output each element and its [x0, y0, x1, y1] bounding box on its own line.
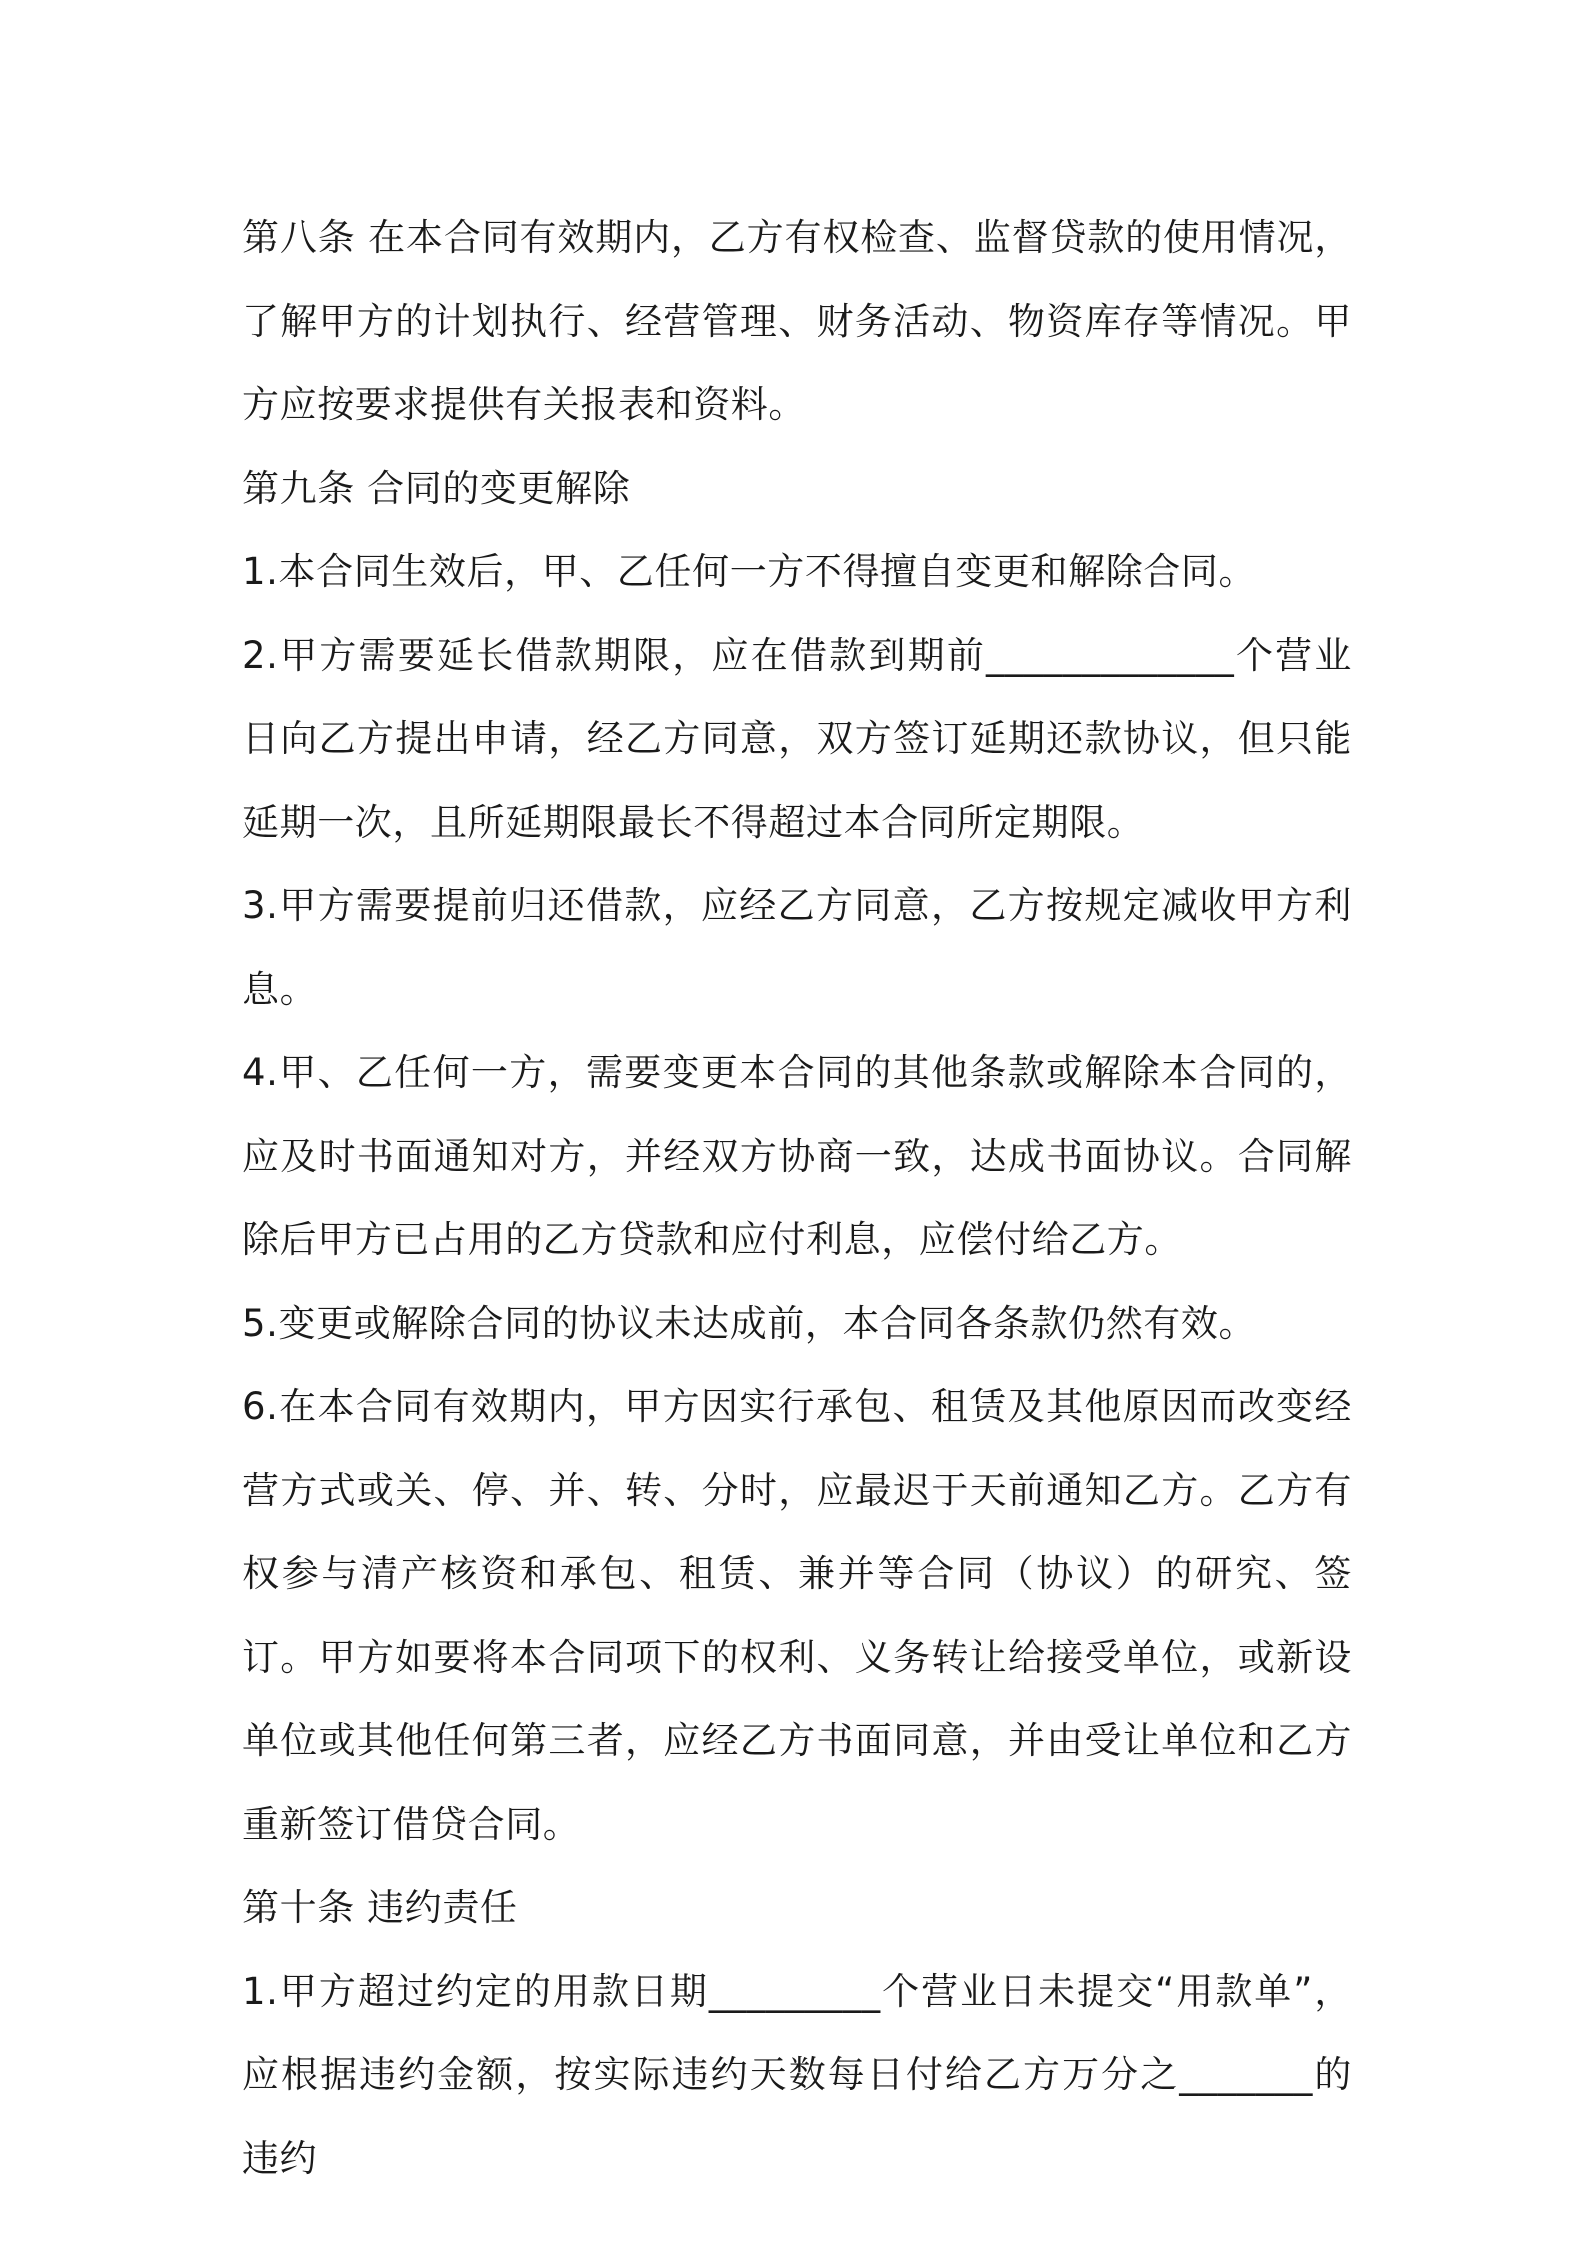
article-9-clause-6: 6.在本合同有效期内，甲方因实行承包、租赁及其他原因而改变经营方式或关、停、并、转、分时，应最迟于天前通知乙方。乙方有权参与清产核资和承包、租赁、兼并等合同（协议）的研究、签订。甲方如要将本合同项下的权利、义务转让给接受单位，或新设单位或其他任何第三者，应经乙方书面同意，并由受让单位和乙方重新签订借贷合同。 [242, 1385, 1352, 1846]
article-10-heading: 第十条 违约责任 [242, 1886, 518, 1929]
article-9-clause-4: 4.甲、乙任何一方，需要变更本合同的其他条款或解除本合同的，应及时书面通知对方，并经双方协商一致，达成书面协议。合同解除后甲方已占用的乙方贷款和应付利息，应偿付给乙方。 [242, 1051, 1352, 1261]
article-8-paragraph: 第八条 在本合同有效期内，乙方有权检查、监督贷款的使用情况，了解甲方的计划执行、经营管理、财务活动、物资库存等情况。甲方应按要求提供有关报表和资料。 [242, 216, 1352, 426]
article-9-clause-5: 5.变更或解除合同的协议未达成前，本合同各条款仍然有效。 [242, 1301, 1257, 1345]
document-body [242, 196, 1352, 2200]
article-9-clause-1: 1.本合同生效后，甲、乙任何一方不得擅自变更和解除合同。 [242, 550, 1257, 593]
article-9-clause-3: 3.甲方需要提前归还借款，应经乙方同意，乙方按规定减收甲方利息。 [242, 884, 1352, 1011]
article-10-clause-1: 1.甲方超过约定的用款日期_________个营业日未提交“用款单”，应根据违约金额，按实际违约天数每日付给乙方万分之_______的违约 [242, 1969, 1352, 2180]
article-9-heading: 第九条 合同的变更解除 [242, 466, 631, 510]
article-9-clause-2: 2.甲方需要延长借款期限，应在借款到期前_____________个营业日向乙方提出申请，经乙方同意，双方签订延期还款协议，但只能延期一次，且所延期限最长不得超过本合同所定期限。 [242, 633, 1352, 844]
